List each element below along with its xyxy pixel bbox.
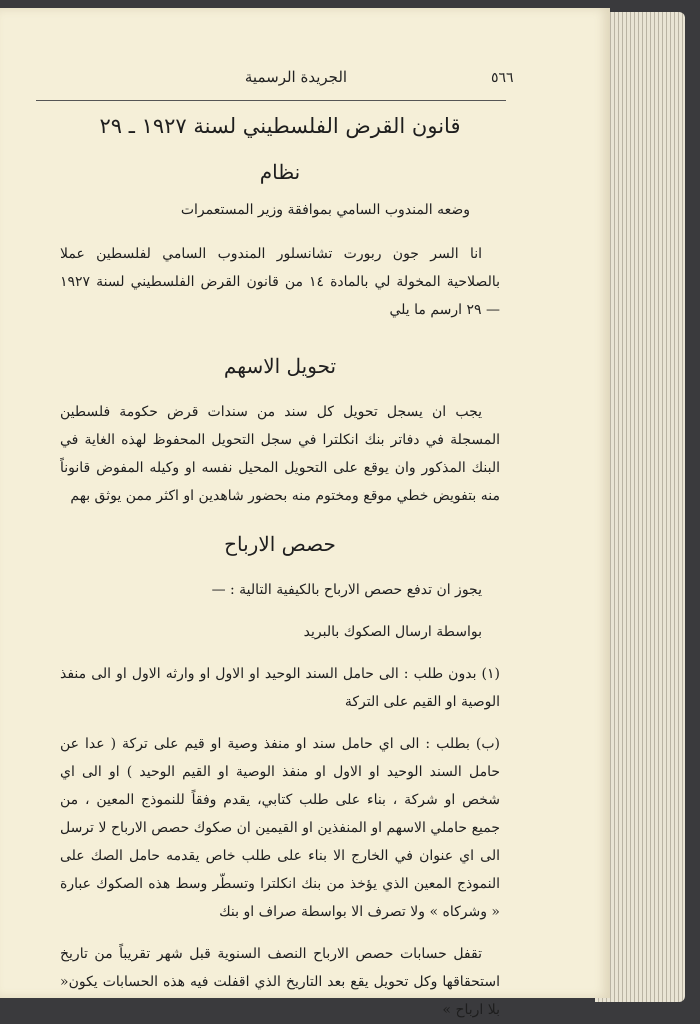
section-heading-share-transfer: تحويل الاسهم [223,354,337,378]
dividends-intro: يجوز ان تدفع حصص الارباح بالكيفية التالية : — [211,582,482,598]
dividends-item-b: (ب) بطلب : الى اي حامل سند او منفذ وصية او قيم على تركة ( عدا عن حامل السند الوحيد او الاول او منفذ الوصية او القيم الوحيد ) او الى اي شخص او شركة ، بناء على طلب كتابي، يقدم وفقاً للنموذج المعين ، من جميع حاملي الاسهم او المنفذين او القيمين ان صكوك حصص الارباح لا ترسل الى اي عنوان في الخارج الا بناء على طلب خاص يقدمه حامل الصك على النموذج المعين الذي يؤخذ من بنك انكلترا وتسطّر وسط هذه الصكوك عبارة « وشركاه » ولا تصرف الا بواسطة صراف او بنك [60,736,500,920]
document-page [0,8,610,1018]
issuer-line: وضعه المندوب السامي بموافقة وزير المستعمرات [180,202,470,218]
dividends-closing-paragraph: تقفل حسابات حصص الارباح النصف السنوية قبل شهر تقريباً من تاريخ استحقاقها وكل تحويل يقع بعد التاريخ الذي اقفلت فيه هذه الحسابات يكون« بلا ارباح » [60,946,500,1018]
dividends-item-a: (١) بدون طلب : الى حامل السند الوحيد او الاول او وارثه الاول او الى منفذ الوصية او القيم على التركة [60,666,500,710]
document-subtitle: نظام [259,160,301,184]
page-body [60,108,500,1024]
page-header [36,60,514,101]
page-number: ٥٦٦ [491,70,514,86]
running-title: الجريدة الرسمية [244,68,348,86]
section-heading-dividends: حصص الارباح [224,532,336,556]
share-transfer-paragraph: يجب ان يسجل تحويل كل سند من سندات قرض حكومة فلسطين المسجلة في دفاتر بنك انكلترا في سجل التحويل المحفوظ لهذه الغاية في البنك المذكور وان يوقع على التحويل المحيل نفسه او وكيله المفوض قانوناً منه بتفويض خطي موقع ومختوم منه بحضور شاهدين او اكثر ممن يوثق بهم [60,404,500,504]
preamble-paragraph: انا السر جون ربورت تشانسلور المندوب السامي لفلسطين عملا بالصلاحية المخولة لي بالمادة ١٤ من قانون القرض الفلسطيني لسنة ١٩٢٧ — ٢٩ ارسم ما يلي [60,246,500,318]
document-title: قانون القرض الفلسطيني لسنة ١٩٢٧ ـ ٢٩ [99,114,461,138]
dividends-method: بواسطة ارسال الصكوك بالبريد [303,624,482,640]
